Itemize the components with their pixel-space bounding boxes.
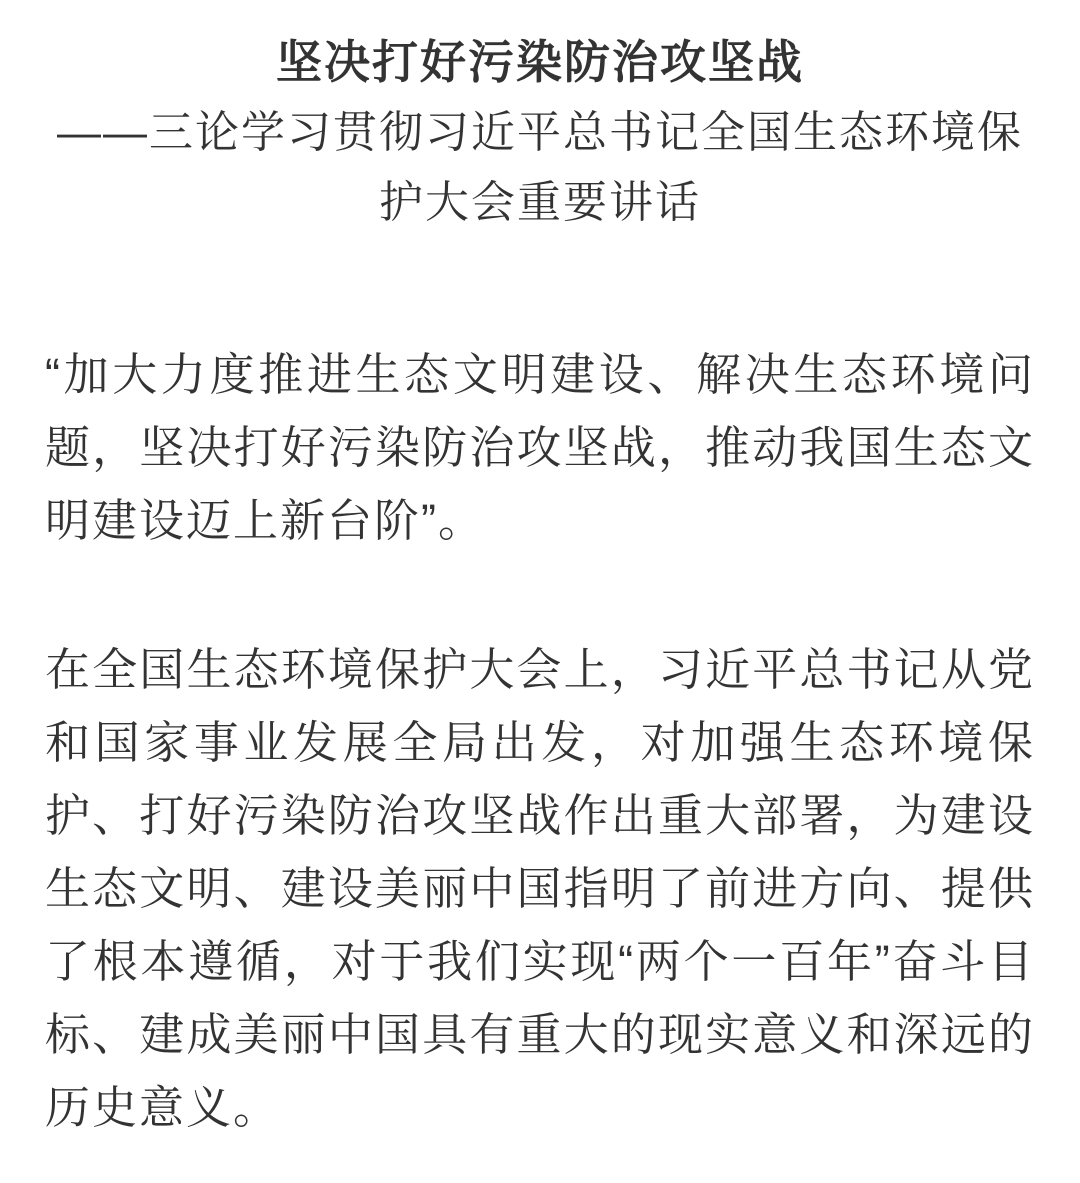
paragraph-quote: “加大力度推进生态文明建设、解决生态环境问题，坚决打好污染防治攻坚战，推动我国生态文明建设迈上新台阶”。 bbox=[45, 349, 1035, 546]
article-subtitle: ——三论学习贯彻习近平总书记全国生态环境保护大会重要讲话 bbox=[57, 108, 1023, 227]
paragraph-body: 在全国生态环境保护大会上，习近平总书记从党和国家事业发展全局出发，对加强生态环境保护、打好污染防治攻坚战作出重大部署，为建设生态文明、建设美丽中国指明了前进方向、提供了根本遵循，对于我们实现“两个一百年”奋斗目标、建成美丽中国具有重大的现实意义和深远的历史意义。 bbox=[45, 644, 1035, 1133]
article-heading bbox=[45, 26, 1035, 238]
article-title: 坚决打好污染防治攻坚战 bbox=[276, 36, 804, 88]
article-body bbox=[45, 338, 1035, 1144]
